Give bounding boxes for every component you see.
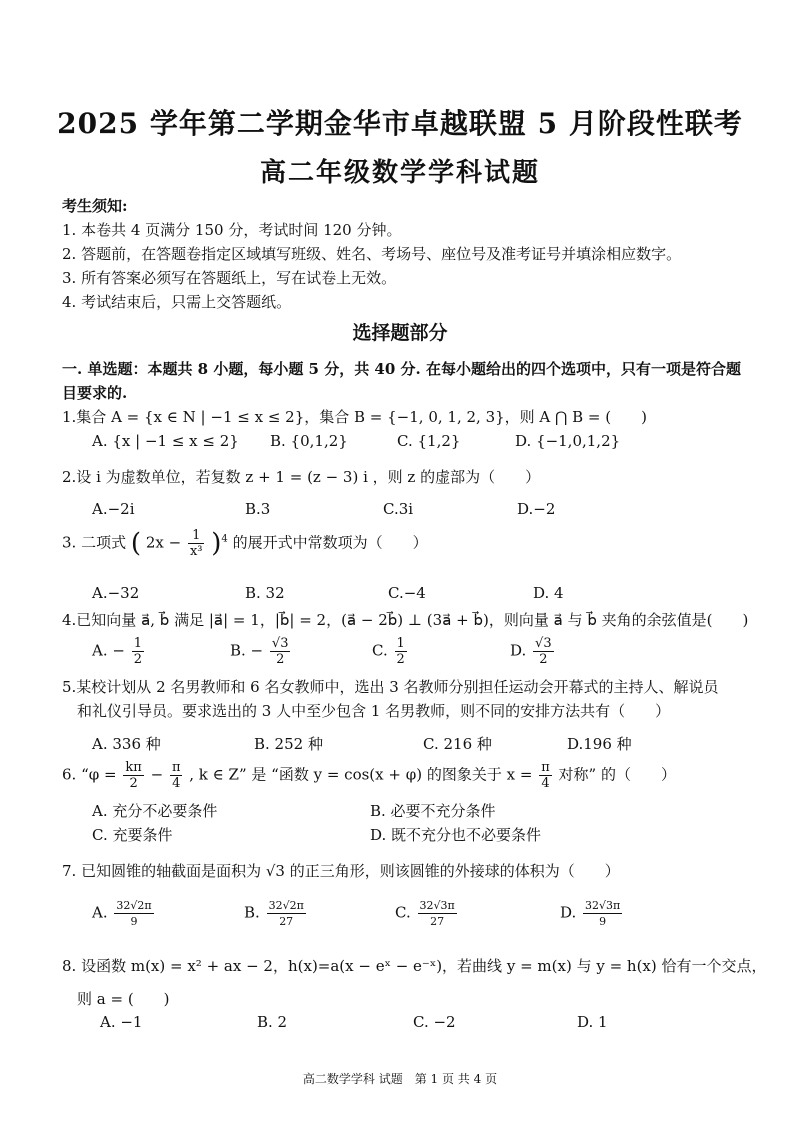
fraction-denominator: 2 [133, 652, 142, 667]
question-3-fraction [188, 528, 205, 559]
notice-heading: 考生须知: [62, 197, 128, 215]
question-6-option-a: A. 充分不必要条件 [92, 802, 218, 820]
option-label: B. [244, 903, 260, 922]
option-label: B. − [230, 641, 264, 660]
fraction-denominator: 2 [539, 652, 548, 667]
fraction-denominator: 2 [396, 652, 405, 667]
fraction-denominator: 2 [129, 776, 138, 791]
exam-subtitle: 高二年级数学学科试题 [259, 158, 540, 188]
fraction-numerator: 32√2π [268, 899, 304, 912]
stem-fraction [170, 760, 183, 791]
notice-item: 2. 答题前，在答题卷指定区域填写班级、姓名、考场号、座位号及准考证号并填涂相应数字。 [62, 245, 682, 263]
question-8-option-c: C. −2 [413, 1013, 456, 1031]
question-4-option-d [510, 636, 556, 667]
option-fraction [114, 898, 153, 929]
question-2-option-a: A.−2i [92, 500, 135, 518]
fraction-denominator: 4 [541, 776, 550, 791]
question-4-option-b [230, 636, 292, 667]
question-5-option-b: B. 252 种 [254, 735, 323, 753]
fraction-denominator: 9 [599, 915, 607, 928]
question-8-option-a: A. −1 [100, 1013, 143, 1031]
option-label: D. [560, 903, 577, 922]
option-label: A. − [92, 641, 125, 660]
fraction-numerator: 1 [188, 528, 205, 544]
open-paren: ( [130, 528, 142, 559]
notice-item: 4. 考试结束后，只需上交答题纸。 [62, 293, 292, 311]
stem-text: 对称” 的（ ） [558, 765, 676, 784]
question-6-option-d: D. 既不充分也不必要条件 [370, 826, 542, 844]
option-fraction [418, 898, 457, 929]
question-5-stem-line2: 和礼仪引导员。要求选出的 3 人中至少包含 1 名男教师，则不同的安排方法共有（ ） [77, 702, 671, 720]
question-3-option-a: A.−32 [92, 584, 140, 602]
question-7-option-c [395, 898, 459, 929]
question-5-option-d: D.196 种 [567, 735, 632, 753]
question-4-stem: 4.已知向量 a⃗, b⃗ 满足 |a⃗| = 1，|b⃗| = 2，(a⃗ − 2b⃗) ⊥ (3a⃗ + b⃗)，则向量 a⃗ 与 b⃗ 夹角的余弦值是( ) [62, 611, 749, 629]
stem-text: , k ∈ Z” 是 “函数 y = cos(x + φ) 的图象关于 x = [189, 765, 533, 784]
question-6-option-b: B. 必要不充分条件 [370, 802, 496, 820]
question-2-option-c: C.3i [383, 500, 414, 518]
question-2-option-d: D.−2 [517, 500, 556, 518]
option-label: A. [92, 903, 108, 922]
fraction-numerator: 1 [133, 636, 142, 651]
question-5-stem-line1: 5.某校计划从 2 名男教师和 6 名女教师中，选出 3 名教师分别担任运动会开幕式的主持人、解说员 [62, 678, 719, 696]
stem-fraction [123, 760, 143, 791]
question-7-option-b [244, 898, 308, 929]
question-7-option-d [560, 898, 624, 929]
section-title: 选择题部分 [352, 322, 448, 344]
question-3-option-d: D. 4 [533, 584, 564, 602]
option-label: C. [395, 903, 411, 922]
fraction-denominator: 4 [172, 776, 181, 791]
notice-item: 1. 本卷共 4 页满分 150 分，考试时间 120 分钟。 [62, 221, 402, 239]
question-2-option-b: B.3 [245, 500, 271, 518]
exam-title: 2025 学年第二学期金华市卓越联盟 5 月阶段性联考 [57, 107, 743, 140]
question-1-option-c: C. {1,2} [397, 432, 461, 450]
fraction-numerator: 1 [396, 636, 405, 651]
question-5-option-c: C. 216 种 [423, 735, 492, 753]
fraction-numerator: 32√2π [116, 899, 152, 912]
stem-text: 6. “φ = [62, 765, 117, 784]
question-3-stem [62, 528, 428, 559]
fraction-numerator: 32√3π [585, 899, 621, 912]
fraction-numerator: √3 [271, 636, 289, 651]
fraction-denominator: x³ [189, 544, 203, 559]
question-3-expr: 2x − [145, 533, 182, 552]
option-fraction [533, 636, 554, 667]
question-1-option-d: D. {−1,0,1,2} [515, 432, 621, 450]
fraction-denominator: 2 [276, 652, 285, 667]
question-8-option-d: D. 1 [577, 1013, 608, 1031]
section-instruction: 一. 单选题：本题共 8 小题，每小题 5 分，共 40 分. 在每小题给出的四个选项中，只有一项是符合题目要求的. [62, 360, 741, 402]
fraction-numerator: √3 [535, 636, 552, 651]
fraction-numerator: 32√3π [419, 899, 455, 912]
stem-fraction [539, 760, 552, 791]
question-8-option-b: B. 2 [257, 1013, 288, 1031]
question-5-option-a: A. 336 种 [92, 735, 161, 753]
fraction-numerator: π [541, 760, 550, 775]
option-fraction [395, 636, 407, 667]
fraction-numerator: π [171, 760, 181, 775]
question-6-option-c: C. 充要条件 [92, 826, 173, 844]
question-3-suffix: 的展开式中常数项为（ ） [232, 533, 428, 552]
question-8-stem-line1: 8. 设函数 m(x) = x² + ax − 2，h(x)=a(x − eˣ − e⁻ˣ)，若曲线 y = m(x) 与 y = h(x) 恰有一个交点， [62, 957, 767, 975]
notice-item: 3. 所有答案必须写在答题纸上，写在试卷上无效。 [62, 269, 397, 287]
question-4-option-a [92, 636, 146, 667]
question-4-option-c [372, 636, 409, 667]
question-1-stem: 1.集合 A = {x ∈ N | −1 ≤ x ≤ 2}，集合 B = {−1, 0, 1, 2, 3}，则 A ⋂ B = ( ) [62, 408, 647, 426]
option-fraction [270, 636, 291, 667]
close-paren: ) [211, 528, 222, 559]
option-fraction [132, 636, 144, 667]
question-3-option-b: B. 32 [245, 584, 285, 602]
option-fraction [267, 898, 306, 929]
question-1-option-b: B. {0,1,2} [270, 432, 348, 450]
question-2-stem: 2.设 i 为虚数单位，若复数 z + 1 = (z − 3) i ，则 z 的虚部为（ ） [62, 468, 541, 486]
question-3-option-c: C.−4 [388, 584, 426, 602]
fraction-denominator: 27 [279, 915, 294, 928]
question-7-stem: 7. 已知圆锥的轴截面是面积为 √3 的正三角形，则该圆锥的外接球的体积为（ ） [62, 862, 620, 880]
fraction-denominator: 27 [430, 915, 445, 928]
page-footer: 高二数学学科 试题 第 1 页 共 4 页 [302, 1072, 498, 1086]
stem-text: − [150, 765, 164, 784]
option-fraction [583, 898, 622, 929]
option-label: D. [510, 641, 527, 660]
question-7-option-a [92, 898, 156, 929]
fraction-numerator: kπ [125, 760, 142, 775]
question-3-exponent: 4 [221, 533, 228, 545]
question-6-stem [62, 760, 676, 791]
fraction-denominator: 9 [130, 915, 138, 928]
question-8-stem-line2: 则 a = ( ) [77, 990, 170, 1008]
question-3-prefix: 3. 二项式 [62, 533, 127, 552]
option-label: C. [372, 641, 388, 660]
question-1-option-a: A. {x | −1 ≤ x ≤ 2} [92, 432, 239, 450]
